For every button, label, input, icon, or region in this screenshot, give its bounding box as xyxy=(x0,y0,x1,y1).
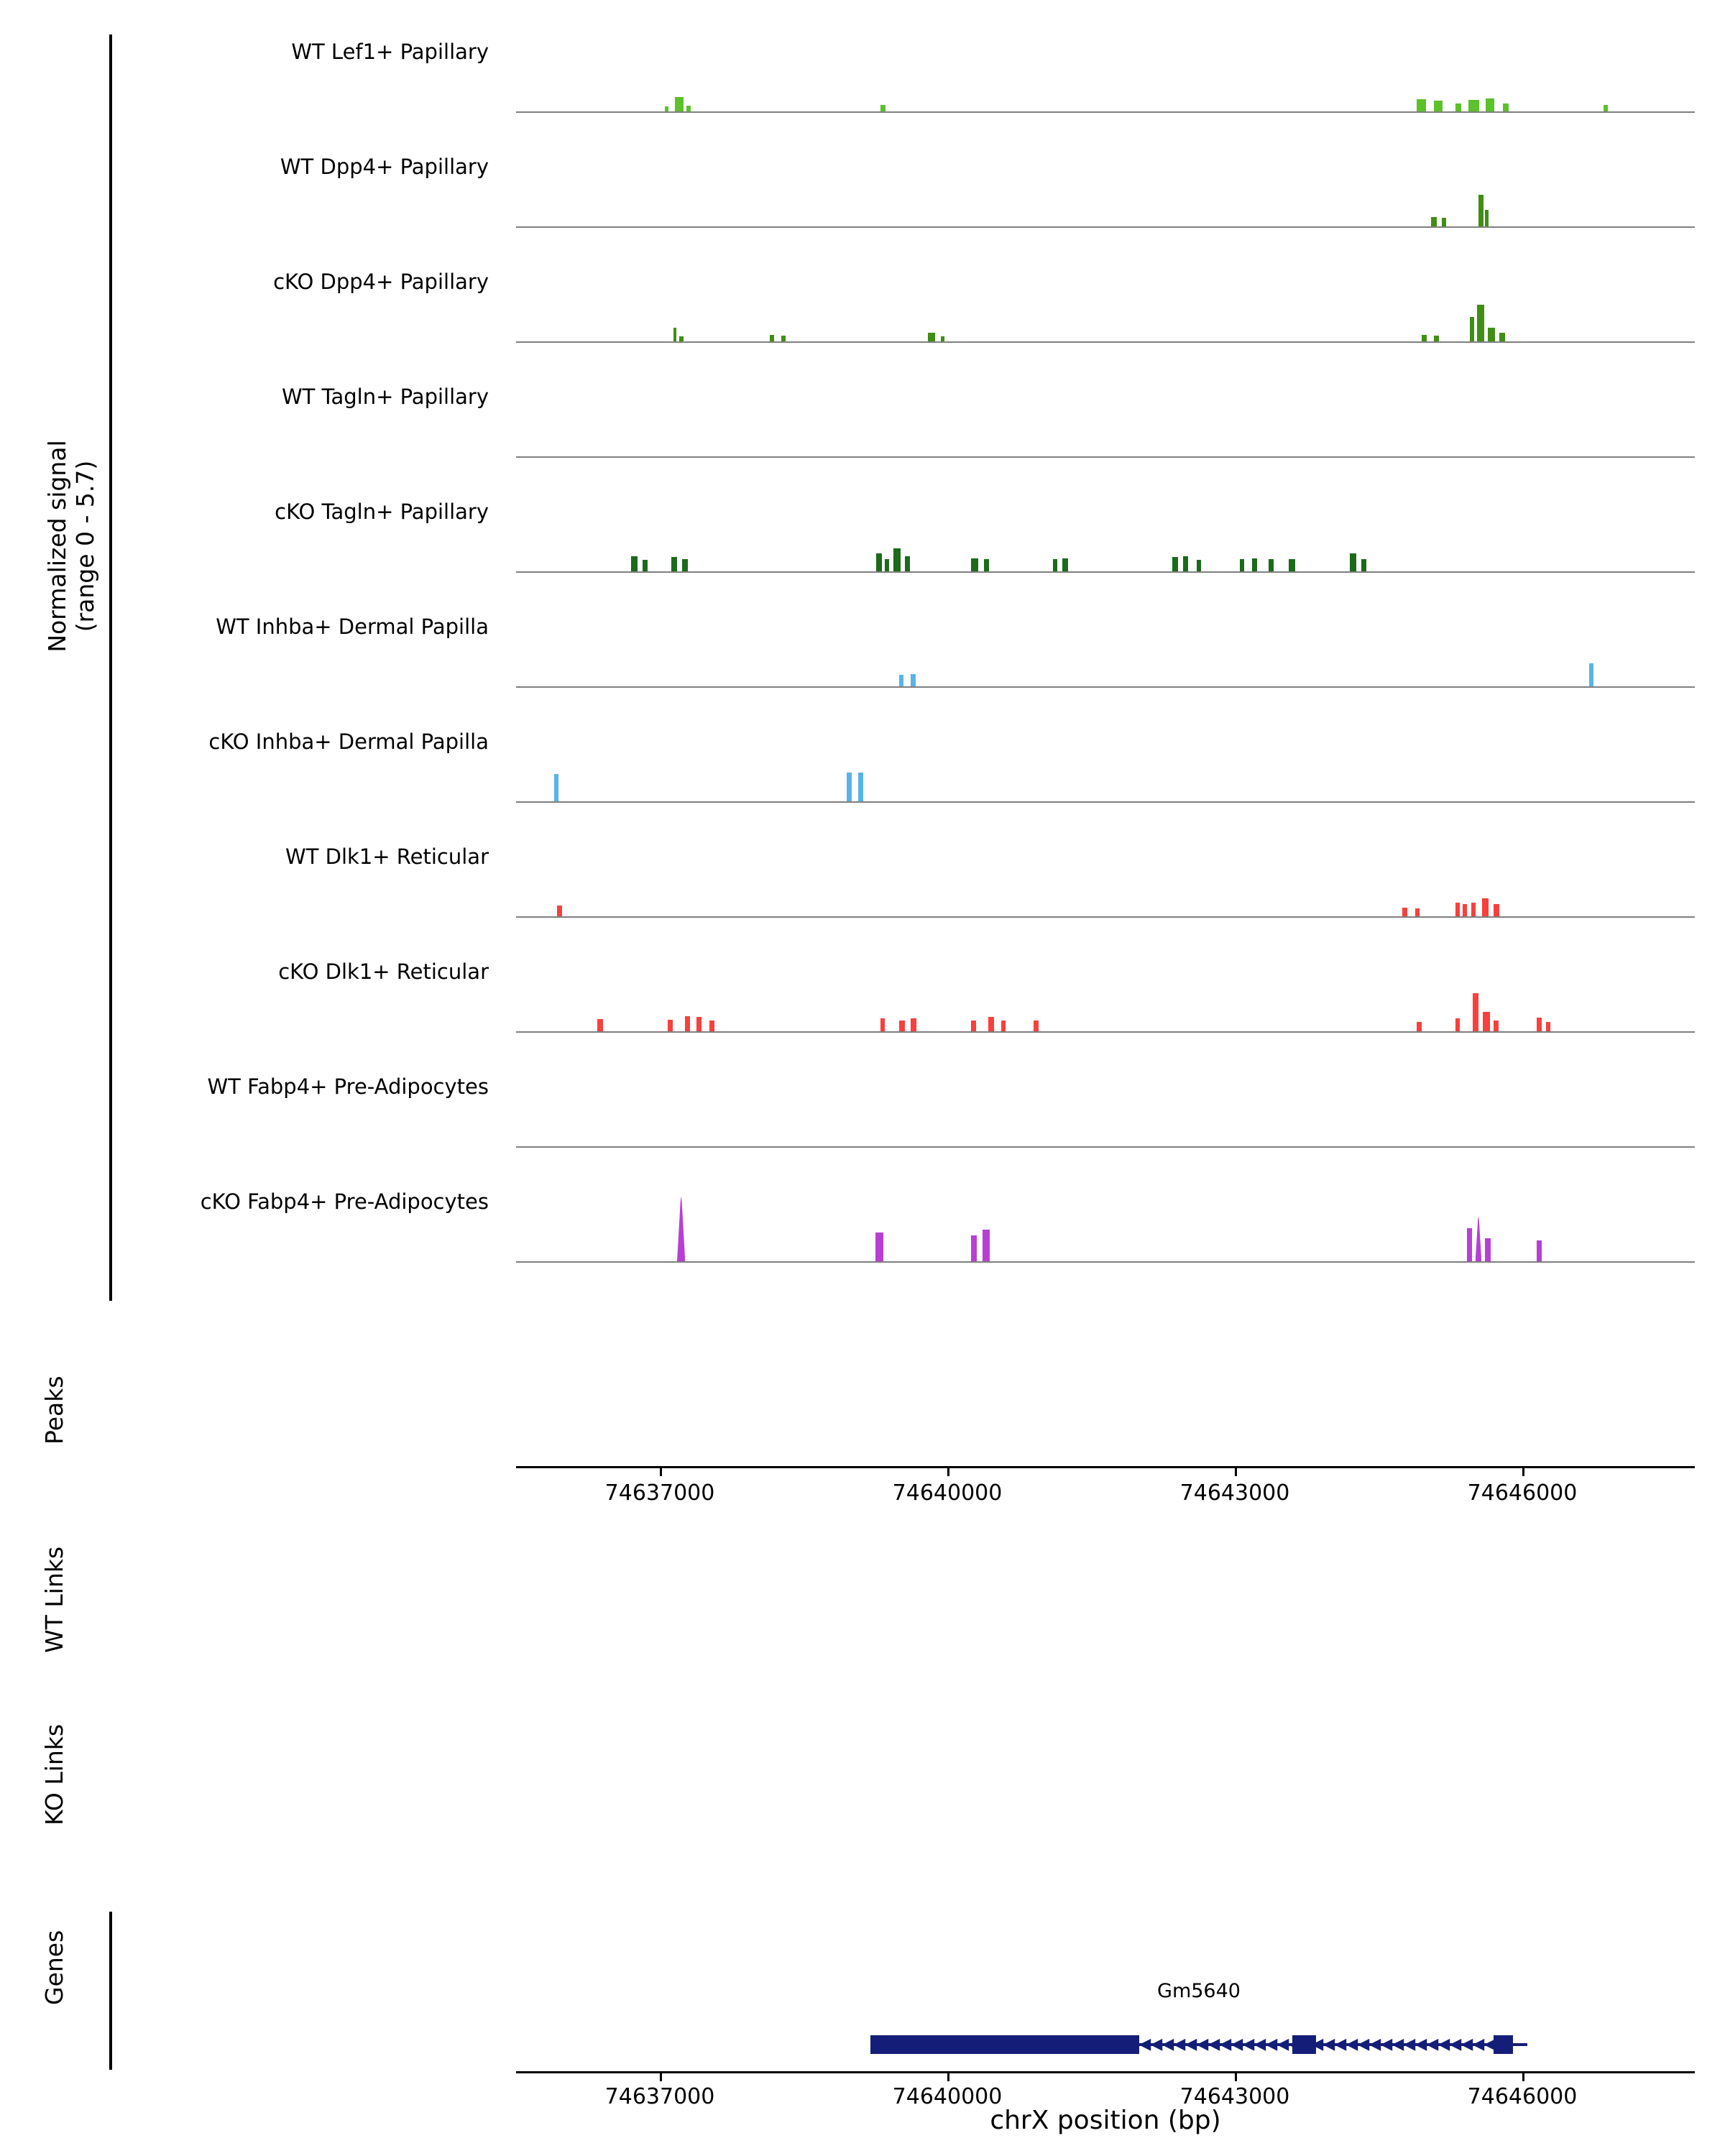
x-axis-top-tick xyxy=(1522,1468,1524,1476)
gene-strand-arrow-icon: ◀ xyxy=(1138,2035,1151,2053)
x-axis-bottom-tick xyxy=(1235,2073,1237,2081)
gene-strand-arrow-icon: ◀ xyxy=(1484,2035,1496,2053)
signal-peak xyxy=(847,773,852,801)
signal-peak xyxy=(671,557,677,571)
signal-track xyxy=(0,485,1725,574)
gene-strand-arrow-icon: ◀ xyxy=(1276,2035,1289,2053)
signal-peak xyxy=(682,559,688,571)
gene-strand-arrow-icon: ◀ xyxy=(1380,2035,1393,2053)
signal-peak xyxy=(1499,333,1505,341)
signal-peak xyxy=(679,336,684,341)
gene-strand-arrow-icon: ◀ xyxy=(1300,2035,1312,2053)
signal-peak xyxy=(1494,904,1499,916)
track-plot-area xyxy=(516,715,1695,801)
track-baseline xyxy=(516,571,1695,573)
signal-peak xyxy=(1537,1240,1542,1261)
signal-peak xyxy=(1402,908,1407,916)
gene-strand-arrow-icon: ◀ xyxy=(1472,2035,1485,2053)
x-axis-bottom-tick-label: 74640000 xyxy=(892,2084,1003,2109)
signal-track xyxy=(0,1175,1725,1264)
signal-peak xyxy=(696,1017,702,1031)
gene-exon xyxy=(1494,2035,1513,2054)
gene-strand-arrow-icon: ◀ xyxy=(1162,2035,1174,2053)
signal-peak xyxy=(631,556,638,571)
track-baseline xyxy=(516,916,1695,918)
signal-peak xyxy=(1269,559,1274,571)
track-plot-area xyxy=(516,1060,1695,1146)
signal-peak xyxy=(1455,1018,1460,1031)
track-baseline xyxy=(516,1261,1695,1263)
track-label: cKO Dlk1+ Reticular xyxy=(278,959,489,984)
signal-peak xyxy=(1477,305,1484,341)
gene-strand-arrow-icon: ◀ xyxy=(1392,2035,1404,2053)
x-axis-bottom-line xyxy=(516,2071,1695,2073)
track-baseline xyxy=(516,456,1695,458)
y-axis-label-line1: Normalized signal xyxy=(43,440,71,653)
signal-peak xyxy=(1470,317,1475,341)
gene-strand-arrow-icon: ◀ xyxy=(1460,2035,1473,2053)
signal-peak xyxy=(858,773,863,801)
signal-peak xyxy=(905,556,910,571)
signal-peak xyxy=(643,560,648,571)
signal-peak xyxy=(899,675,903,686)
track-baseline xyxy=(516,801,1695,803)
signal-peak xyxy=(1183,556,1188,571)
x-axis-bottom-tick xyxy=(1522,2073,1524,2081)
signal-peak xyxy=(1485,1238,1491,1261)
track-label: cKO Fabp4+ Pre-Adipocytes xyxy=(200,1189,489,1214)
track-label: WT Fabp4+ Pre-Adipocytes xyxy=(207,1074,489,1099)
signal-peak xyxy=(1546,1022,1550,1031)
track-label: WT Inhba+ Dermal Papilla xyxy=(216,614,489,639)
x-axis-top-line xyxy=(516,1466,1695,1468)
track-plot-area xyxy=(516,140,1695,226)
signal-peak xyxy=(770,335,774,341)
track-plot-area xyxy=(516,945,1695,1031)
x-axis-top-tick xyxy=(660,1468,662,1476)
signal-peak xyxy=(675,97,684,111)
track-plot-area xyxy=(516,25,1695,111)
gene-strand-arrow-icon: ◀ xyxy=(1426,2035,1439,2053)
signal-peak xyxy=(1486,98,1494,111)
signal-peak xyxy=(1431,217,1437,226)
gene-strand-arrow-icon: ◀ xyxy=(1242,2035,1255,2053)
signal-peak xyxy=(1240,559,1245,571)
track-plot-area xyxy=(516,485,1695,571)
gene-strand-arrow-icon: ◀ xyxy=(1219,2035,1232,2053)
gene-strand-arrow-icon: ◀ xyxy=(1414,2035,1427,2053)
x-axis-bottom-tick-label: 74637000 xyxy=(604,2084,715,2109)
signal-peak xyxy=(880,1018,886,1031)
signal-peak xyxy=(971,1021,976,1031)
signal-peak xyxy=(1172,557,1177,571)
signal-peak xyxy=(1361,559,1366,571)
gene-strand-arrow-icon: ◀ xyxy=(1322,2035,1335,2053)
signal-track xyxy=(0,25,1725,114)
x-axis-top-tick xyxy=(947,1468,949,1476)
track-baseline xyxy=(516,226,1695,228)
signal-peak xyxy=(880,105,886,111)
signal-peak xyxy=(1471,903,1476,916)
track-baseline xyxy=(516,111,1695,113)
signal-track xyxy=(0,830,1725,919)
signal-peak xyxy=(875,1233,883,1261)
signal-peak xyxy=(1589,663,1593,686)
signal-peak xyxy=(893,548,901,571)
signal-peak xyxy=(1442,218,1446,226)
gene-strand-arrow-icon: ◀ xyxy=(1173,2035,1186,2053)
signal-peak xyxy=(1468,100,1479,111)
x-axis-top-tick-label: 74637000 xyxy=(604,1480,715,1506)
gene-strand-arrow-icon: ◀ xyxy=(1368,2035,1381,2053)
signal-peak xyxy=(1422,335,1427,341)
signal-peak xyxy=(1482,898,1489,916)
signal-track xyxy=(0,945,1725,1034)
x-axis-bottom-tick xyxy=(947,2073,949,2081)
signal-peak xyxy=(1455,903,1460,916)
track-plot-area xyxy=(516,370,1695,456)
signal-track xyxy=(0,140,1725,229)
signal-peak xyxy=(1604,105,1608,111)
track-label: cKO Dpp4+ Papillary xyxy=(273,270,489,294)
signal-peak xyxy=(1488,328,1495,341)
signal-peak xyxy=(1485,210,1489,226)
track-label: cKO Tagln+ Papillary xyxy=(275,499,489,524)
track-baseline xyxy=(516,341,1695,343)
gene-name-label: Gm5640 xyxy=(1157,1980,1241,2002)
gene-strand-arrow-icon: ◀ xyxy=(1346,2035,1358,2053)
track-plot-area xyxy=(516,830,1695,916)
gene-strand-arrow-icon: ◀ xyxy=(1311,2035,1324,2053)
track-plot-area xyxy=(516,255,1695,341)
signal-peak xyxy=(1062,558,1068,571)
signal-peak xyxy=(1503,103,1509,111)
signal-peak xyxy=(1415,908,1420,916)
signal-peak xyxy=(1494,1021,1499,1031)
track-plot-area xyxy=(516,1175,1695,1261)
signal-peak xyxy=(876,553,881,571)
signal-peak xyxy=(677,1196,685,1261)
section-label-wt-links: WT Links xyxy=(40,1546,68,1653)
gene-strand-arrow-icon: ◀ xyxy=(1438,2035,1450,2053)
signal-peak xyxy=(709,1021,714,1031)
signal-peak xyxy=(1034,1021,1039,1031)
signal-peak xyxy=(1289,559,1295,571)
signal-peak xyxy=(983,1230,989,1261)
signal-peak xyxy=(1537,1018,1542,1031)
signal-peak xyxy=(1350,553,1356,571)
signal-peak xyxy=(673,328,677,341)
x-axis-top-tick-label: 74646000 xyxy=(1467,1480,1578,1506)
gene-strand-arrow-icon: ◀ xyxy=(1150,2035,1163,2053)
y-axis-label-line2: (range 0 - 5.7) xyxy=(71,460,99,632)
signal-peak xyxy=(1478,195,1484,226)
signal-track xyxy=(0,370,1725,459)
gene-exon xyxy=(870,2035,1138,2054)
signal-peak xyxy=(686,106,691,111)
track-baseline xyxy=(516,686,1695,688)
track-label: WT Dlk1+ Reticular xyxy=(285,844,489,869)
section-label-peaks: Peaks xyxy=(40,1376,68,1445)
track-label: WT Lef1+ Papillary xyxy=(291,40,489,64)
x-axis-title: chrX position (bp) xyxy=(990,2106,1221,2135)
signal-peak xyxy=(1455,103,1461,111)
section-label-ko-links: KO Links xyxy=(40,1723,68,1825)
gene-strand-arrow-icon: ◀ xyxy=(1196,2035,1209,2053)
signal-peak xyxy=(665,106,668,111)
signal-peak xyxy=(1001,1021,1006,1031)
signal-peak xyxy=(1483,1012,1489,1031)
track-label: WT Dpp4+ Papillary xyxy=(280,155,489,179)
gene-strand-arrow-icon: ◀ xyxy=(1230,2035,1243,2053)
gene-strand-arrow-icon: ◀ xyxy=(1208,2035,1220,2053)
signal-peak xyxy=(911,674,916,686)
track-plot-area xyxy=(516,600,1695,686)
gene-strand-arrow-icon: ◀ xyxy=(1254,2035,1266,2053)
gene-strand-arrow-icon: ◀ xyxy=(1357,2035,1370,2053)
signal-peak xyxy=(971,1235,977,1261)
signal-peak xyxy=(1053,559,1058,571)
signal-peak xyxy=(928,333,934,341)
signal-peak xyxy=(899,1021,904,1031)
signal-peak xyxy=(597,1019,603,1031)
signal-peak xyxy=(1434,336,1439,341)
signal-peak xyxy=(1467,1228,1472,1261)
track-baseline xyxy=(516,1031,1695,1033)
genes-axis-spine xyxy=(109,1912,112,2070)
gene-strand-arrow-icon: ◀ xyxy=(1288,2035,1301,2053)
signal-peak xyxy=(1197,560,1201,571)
track-label: WT Tagln+ Papillary xyxy=(281,384,489,409)
signal-peak xyxy=(1473,993,1478,1031)
x-axis-bottom-tick xyxy=(660,2073,662,2081)
gene-strand-arrow-icon: ◀ xyxy=(1184,2035,1197,2053)
signal-track xyxy=(0,255,1725,344)
signal-peak xyxy=(1476,1216,1482,1261)
signal-peak xyxy=(1417,1022,1422,1031)
signal-peak xyxy=(554,774,558,801)
signal-peak xyxy=(941,336,944,341)
signal-peak xyxy=(668,1020,673,1031)
signal-peak xyxy=(1417,99,1426,111)
x-axis-top-tick xyxy=(1235,1468,1237,1476)
gene-strand-arrow-icon: ◀ xyxy=(1265,2035,1278,2053)
signal-peak xyxy=(885,559,888,571)
signal-peak xyxy=(1434,101,1443,111)
track-baseline xyxy=(516,1146,1695,1148)
gene-strand-arrow-icon: ◀ xyxy=(1403,2035,1416,2053)
signal-peak xyxy=(557,906,562,916)
track-label: cKO Inhba+ Dermal Papilla xyxy=(208,729,489,754)
gene-strand-arrow-icon: ◀ xyxy=(1449,2035,1462,2053)
gene-strand-arrow-icon: ◀ xyxy=(1334,2035,1347,2053)
signal-peak xyxy=(988,1017,993,1031)
signal-peak xyxy=(781,336,785,341)
x-axis-top-tick-label: 74640000 xyxy=(892,1480,1003,1506)
signal-peak xyxy=(685,1016,690,1031)
signal-track xyxy=(0,715,1725,804)
signal-track xyxy=(0,600,1725,689)
x-axis-top-tick-label: 74643000 xyxy=(1179,1480,1290,1506)
x-axis-bottom-tick-label: 74643000 xyxy=(1179,2084,1290,2109)
signal-peak xyxy=(1463,904,1467,916)
signal-peak xyxy=(971,558,978,571)
signal-peak xyxy=(911,1018,916,1031)
signal-peak xyxy=(1252,558,1257,571)
signal-peak xyxy=(984,559,989,571)
x-axis-bottom-tick-label: 74646000 xyxy=(1467,2084,1578,2109)
section-label-genes: Genes xyxy=(40,1930,68,2005)
signal-track xyxy=(0,1060,1725,1149)
